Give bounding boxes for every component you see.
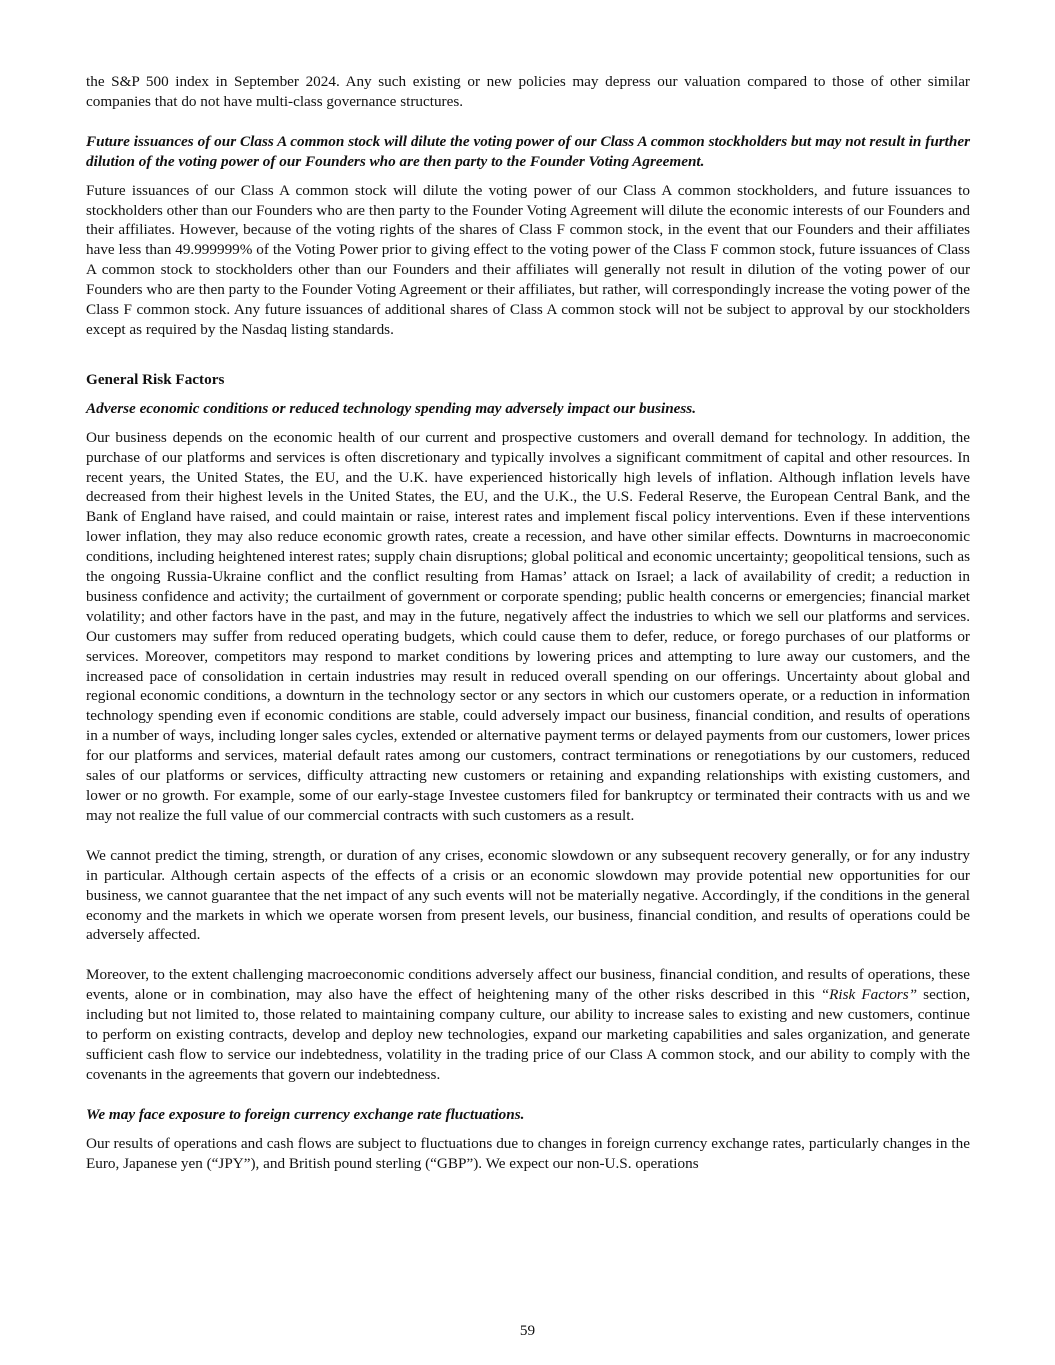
document-page bbox=[86, 72, 970, 1174]
currency-paragraph: Our results of operations and cash flows are subject to fluctuations due to changes in foreign currency exchange rates, particularly changes in the Euro, Japanese yen (“JPY”), and British pound sterling (“GBP”). We expect our non-U.S. operations bbox=[86, 1134, 970, 1172]
paragraph-3-text-start: Moreover, to the extent challenging macroeconomic conditions adversely affect our business, financial condition, and results of operations, these events, alone or in combination, may also have the effect of heightening many of the other risks described in this bbox=[86, 966, 970, 1004]
page-number: 59 bbox=[519, 1322, 536, 1339]
adverse-conditions-paragraph-1: Our business depends on the economic health of our current and prospective customers and overall demand for technology. In addition, the purchase of our platforms and services is often discretionary and typically involves a significant commitment of capital and other resources. In recent years, the United States, the EU, and the U.K. have experienced historically high levels of inflation. Although inflation levels have decreased from their highest levels in the United States, the EU, and the U.K., the U.S. Federal Reserve, the European Central Bank, and the Bank of England have raised, and could maintain or raise, interest rates and implement fiscal policy interventions. Even if these interventions lower inflation, they may also reduce economic growth rates, create a recession, and have other similar effects. Downturns in macroeconomic conditions, including heightened interest rates; supply chain disruptions; global political and economic uncertainty; geopolitical tensions, such as the ongoing Russia-Ukraine conflict and the conflict resulting from Hamas’ attack on Israel; a lack of availability of credit; a reduction in business confidence and activity; the curtailment of government or corporate spending; public health concerns or emergencies; financial market volatility; and other factors have in the past, and may in the future, negatively affect the industries to which we sell our platforms and services. Our customers may suffer from reduced operating budgets, which could cause them to defer, reduce, or forego purchases of our platforms or services. Moreover, competitors may respond to market conditions by lowering prices and attempting to lure away our customers, and the increased pace of consolidation in certain industries may result in reduced overall spending on our offerings. Uncertainty about global and regional economic conditions, a downturn in the technology sector or any sectors in which our customers operate, or a reduction in information technology spending even if economic conditions are stable, could adversely impact our business, financial condition, and results of operations in a number of ways, including longer sales cycles, extended or alternative payment terms or delayed payments from our customers, lower prices for our platforms and services, material default rates among our customers, contract terminations or renegotiations by our customers, reduced sales of our platforms or services, difficulty attracting new customers or retaining and expanding relationships with existing customers, and lower or no growth. For example, some of our early-stage Investee customers filed for bankruptcy or terminated their contracts with us and we may not realize the full value of our commercial contracts with such customers as a result. bbox=[86, 428, 970, 824]
future-issuances-heading: Future issuances of our Class A common stock will dilute the voting power of our Class A common stockholders but may not result in further dilution of the voting power of our Founders who are then party to the Founder Voting Agreement. bbox=[86, 132, 970, 170]
general-risk-factors-heading: General Risk Factors bbox=[86, 370, 225, 388]
currency-heading: We may face exposure to foreign currency exchange rate fluctuations. bbox=[86, 1105, 525, 1123]
risk-factors-reference: “Risk Factors” bbox=[820, 986, 918, 1004]
intro-paragraph: the S&P 500 index in September 2024. Any such existing or new policies may depress our valuation compared to those of other similar companies that do not have multi-class governance structures. bbox=[86, 73, 970, 110]
adverse-conditions-heading: Adverse economic conditions or reduced technology spending may adversely impact our business. bbox=[86, 399, 697, 417]
adverse-conditions-paragraph-2: We cannot predict the timing, strength, or duration of any crises, economic slowdown or any subsequent recovery generally, or for any industry in particular. Although certain aspects of the effects of a crisis or an economic slowdown may provide potential new opportunities for our business, we cannot guarantee that the net impact of any such events will not be materially negative. Accordingly, if the conditions in the general economy and the markets in which we operate worsen from present levels, our business, financial condition, and results of operations could be adversely affected. bbox=[86, 846, 970, 944]
paragraph-3-text-end: section, including but not limited to, those related to maintaining company culture, our ability to increase sales to existing and new customers, continue to perform on existing contracts, develop and deploy new technologies, expand our marketing capabilities and sales organization, and generate sufficient cash flow to service our indebtedness, volatility in the trading price of our Class A common stock, and our ability to comply with the covenants in the agreements that govern our indebtedness. bbox=[86, 986, 970, 1083]
future-issuances-paragraph: Future issuances of our Class A common stock will dilute the voting power of our Class A common stockholders, and future issuances to stockholders other than our Founders who are then party to the Founder Voting Agreement will dilute the economic interests of our Founders and their affiliates. However, because of the voting rights of the shares of Class F common stock, in the event that our Founders and their affiliates have less than 49.999999% of the Voting Power prior to giving effect to the voting power of the Class F common stock, future issuances of Class A common stock to stockholders other than our Founders and their affiliates will generally not result in dilution of the voting power of our Founders who are then party to the Founder Voting Agreement or their affiliates, but rather, will correspondingly increase the voting power of the Class F common stock. Any future issuances of additional shares of Class A common stock will not be subject to approval by our stockholders except as required by the Nasdaq listing standards. bbox=[86, 181, 970, 338]
adverse-conditions-paragraph-3 bbox=[86, 965, 970, 1084]
